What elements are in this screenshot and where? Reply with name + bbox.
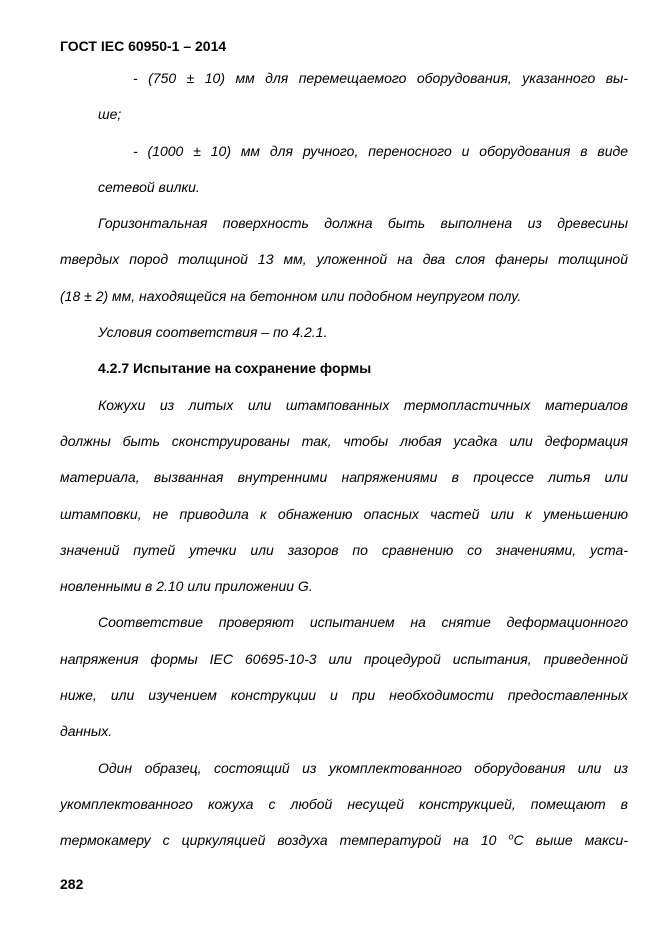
text-line: укомплектованного кожуха с любой несущей конструкцией, помещают в bbox=[60, 795, 628, 812]
text-line: новленными в 2.10 или приложении G. bbox=[60, 578, 313, 595]
text-line: Один образец, состоящий из укомплектованного оборудования или из bbox=[98, 759, 628, 776]
text-line: Условия соответствия – по 4.2.1. bbox=[98, 324, 328, 341]
degree-sign: o bbox=[508, 831, 514, 842]
document-body bbox=[60, 60, 628, 859]
document-header: ГОСТ IEC 60950-1 – 2014 bbox=[60, 38, 227, 54]
text-line: ше; bbox=[98, 106, 122, 123]
text-line: штамповки, не приводила к обнажению опасных частей или к уменьшению bbox=[60, 505, 628, 522]
text-line: данных. bbox=[60, 723, 113, 740]
text-fragment: термокамеру с циркуляцией воздуха температурой на 10 bbox=[60, 832, 509, 849]
text-fragment: C выше макси- bbox=[513, 832, 628, 849]
text-line: Горизонтальная поверхность должна быть выполнена из древесины bbox=[98, 215, 628, 232]
text-line: напряжения формы IEC 60695-10-3 или процедурой испытания, приведенной bbox=[60, 650, 628, 667]
text-line: - (1000 ± 10) мм для ручного, переносного и оборудования в виде bbox=[133, 142, 628, 159]
text-line-last bbox=[60, 822, 628, 858]
text-line: Кожухи из литых или штампованных термопластичных материалов bbox=[98, 396, 628, 413]
text-line: - (750 ± 10) мм для перемещаемого оборудования, указанного вы- bbox=[133, 70, 628, 86]
section-heading: 4.2.7 Испытание на сохранение формы bbox=[98, 360, 372, 377]
text-line: твердых пород толщиной 13 мм, уложенной на два слоя фанеры толщиной bbox=[60, 251, 628, 268]
text-line: значений путей утечки или зазоров по сравнению со значениями, уста- bbox=[60, 541, 628, 558]
text-line: материала, вызванная внутренними напряжениями в процессе литья или bbox=[60, 469, 628, 486]
text-line: Соответствие проверяют испытанием на снятие деформационного bbox=[98, 614, 628, 631]
text-line: должны быть сконструированы так, чтобы любая усадка или деформация bbox=[60, 432, 628, 449]
page-number: 282 bbox=[60, 876, 84, 892]
text-line: ниже, или изучением конструкции и при необходимости предоставленных bbox=[60, 687, 628, 704]
text-line: (18 ± 2) мм, находящейся на бетонном или подобном неупругом полу. bbox=[60, 287, 522, 304]
text-line: сетевой вилки. bbox=[98, 178, 200, 195]
